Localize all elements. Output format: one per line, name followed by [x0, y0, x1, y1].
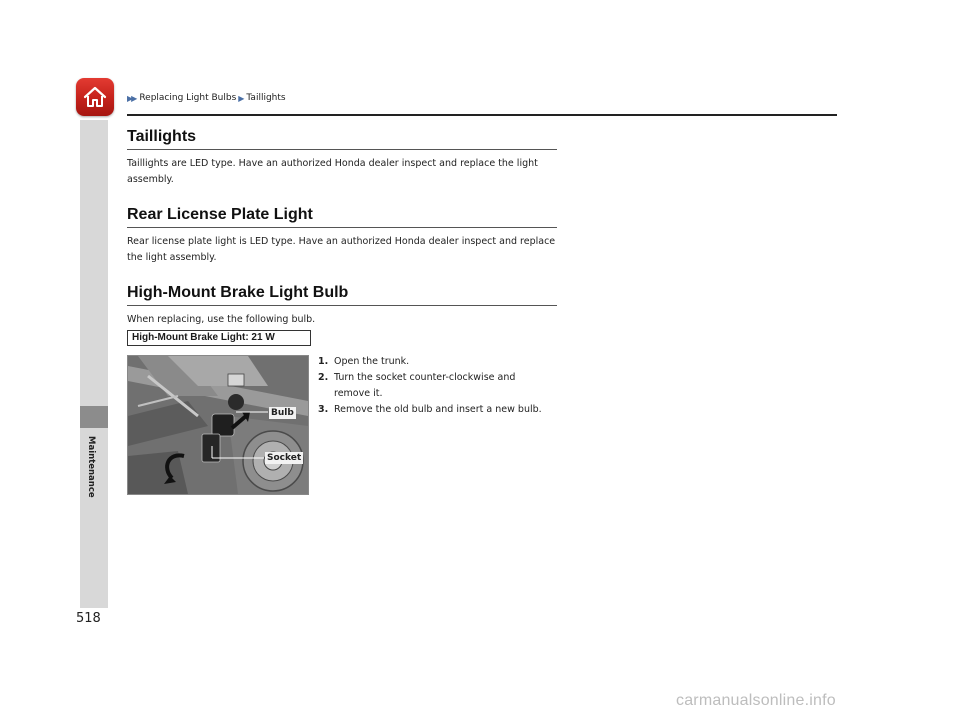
bulb-spec-box: High-Mount Brake Light: 21 W [127, 330, 311, 346]
brake-light-diagram [127, 355, 309, 495]
side-tab-bar [80, 120, 108, 608]
breadcrumb [127, 93, 286, 103]
side-tab-label: Maintenance [86, 436, 96, 498]
home-button[interactable] [76, 78, 114, 116]
header-divider [127, 114, 837, 116]
list-item [318, 370, 568, 402]
list-item [318, 402, 568, 418]
section-title: Taillights [127, 128, 557, 150]
arrow-icon: ▶ [238, 93, 245, 103]
section-title: High-Mount Brake Light Bulb [127, 284, 557, 306]
step-text: Remove the old bulb and insert a new bulb. [334, 404, 542, 415]
step-text: Turn the socket counter-clockwise and remove it. [334, 372, 516, 399]
section-rear-license-plate-light [127, 206, 557, 266]
side-tab-marker[interactable] [80, 406, 108, 428]
section-body: Taillights are LED type. Have an authorized Honda dealer inspect and replace the light assembly. [127, 158, 538, 185]
home-icon [82, 85, 108, 109]
section-taillights [127, 128, 557, 188]
section-body: Rear license plate light is LED type. Have an authorized Honda dealer inspect and replace the light assembly. [127, 236, 556, 263]
watermark: carmanualsonline.info [676, 692, 836, 709]
section-title: Rear License Plate Light [127, 206, 557, 228]
page-number: 518 [76, 611, 101, 626]
step-number: 2. [318, 372, 329, 383]
list-item [318, 354, 568, 370]
socket-callout: Socket [267, 453, 302, 463]
double-arrow-icon: ▶▶ [127, 93, 136, 103]
breadcrumb-link-taillights[interactable]: Taillights [246, 93, 286, 103]
breadcrumb-link-replacing-light-bulbs[interactable]: Replacing Light Bulbs [139, 93, 237, 103]
step-number: 3. [318, 404, 329, 415]
section-body: When replacing, use the following bulb. [127, 314, 316, 325]
section-high-mount-brake-light-bulb [127, 284, 557, 328]
step-text: Open the trunk. [334, 356, 410, 367]
replacement-steps [318, 354, 568, 418]
step-number: 1. [318, 356, 329, 367]
bulb-callout: Bulb [271, 408, 294, 418]
